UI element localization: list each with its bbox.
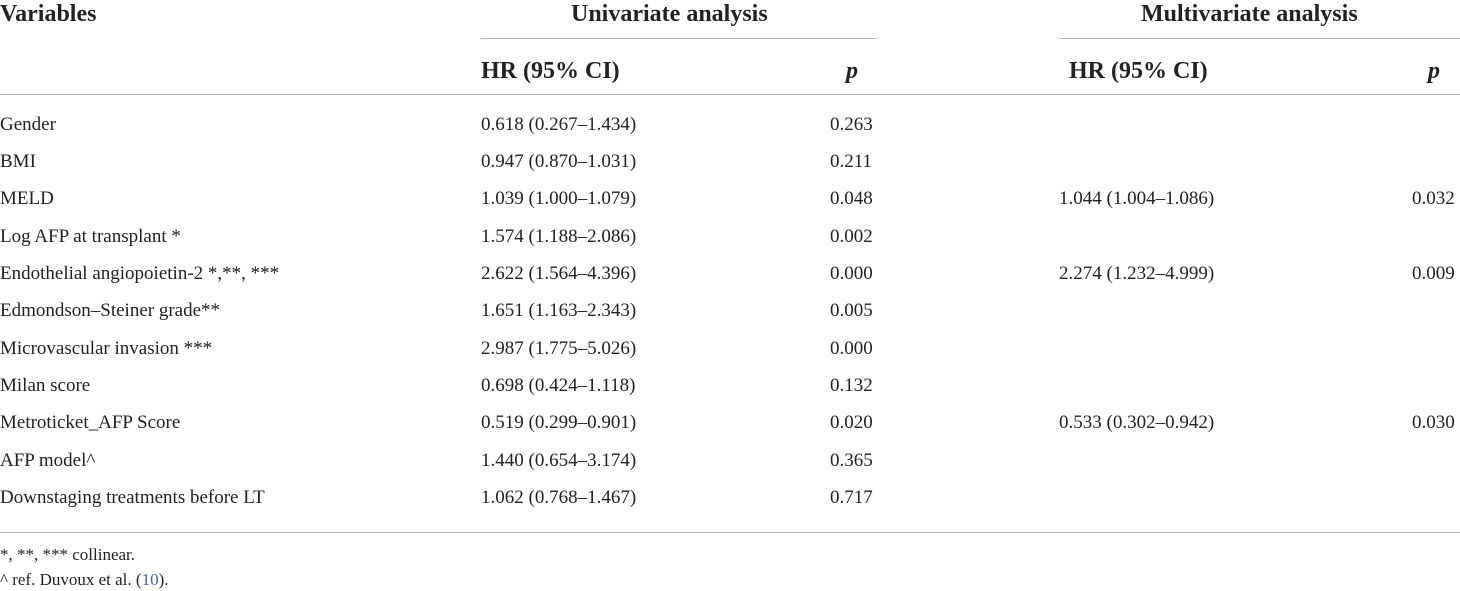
cell-variable: Metroticket_AFP Score [0,412,181,433]
univariate-group-rule [481,38,877,39]
cell-uni-p: 0.717 [830,487,873,508]
cell-uni-hr: 0.519 (0.299–0.901) [481,412,637,433]
cell-multi-p: 0.009 [1412,263,1455,284]
cell-uni-hr: 0.618 (0.267–1.434) [481,114,637,135]
cell-variable: BMI [0,151,36,172]
cell-uni-hr: 2.622 (1.564–4.396) [481,263,637,284]
header-univariate: Univariate analysis [571,1,768,27]
cell-uni-hr: 2.987 (1.775–5.026) [481,338,637,359]
reference-link[interactable]: 10 [141,570,159,589]
cell-uni-p: 0.048 [830,188,873,209]
cell-multi-p: 0.030 [1412,412,1455,433]
cell-uni-p: 0.365 [830,450,873,471]
header-multivariate: Multivariate analysis [1141,1,1358,27]
cell-variable: Milan score [0,375,91,396]
table-bottom-rule [0,532,1460,533]
cell-uni-p: 0.000 [830,338,873,359]
header-multi-p: p [1428,58,1440,84]
footnote-ref-suffix: ). [158,570,169,589]
cell-variable: Gender [0,114,56,135]
header-uni-hr: HR (95% CI) [481,58,620,84]
cell-variable: Downstaging treatments before LT [0,487,265,508]
cell-multi-hr: 1.044 (1.004–1.086) [1059,188,1215,209]
cell-multi-hr: 0.533 (0.302–0.942) [1059,412,1215,433]
cell-uni-p: 0.263 [830,114,873,135]
cell-variable: Endothelial angiopoietin-2 *,**, *** [0,263,280,284]
cell-variable: Edmondson–Steiner grade** [0,300,221,321]
cell-variable: MELD [0,188,54,209]
header-rule [0,94,1460,95]
cell-multi-p: 0.032 [1412,188,1455,209]
cell-uni-p: 0.005 [830,300,873,321]
cell-variable: AFP model^ [0,450,96,471]
cell-uni-p: 0.211 [830,151,873,172]
header-multi-hr: HR (95% CI) [1069,58,1208,84]
footnote-ref-prefix: ^ ref. Duvoux et al. ( [0,570,142,589]
cell-uni-hr: 1.574 (1.188–2.086) [481,226,637,247]
footnote-reference [0,570,169,590]
cell-uni-hr: 1.651 (1.163–2.343) [481,300,637,321]
cell-uni-p: 0.002 [830,226,873,247]
cell-uni-hr: 1.039 (1.000–1.079) [481,188,637,209]
cell-uni-hr: 1.440 (0.654–3.174) [481,450,637,471]
cell-uni-hr: 1.062 (0.768–1.467) [481,487,637,508]
cell-uni-hr: 0.698 (0.424–1.118) [481,375,636,396]
cell-uni-p: 0.132 [830,375,873,396]
cell-uni-hr: 0.947 (0.870–1.031) [481,151,637,172]
cell-variable: Log AFP at transplant * [0,226,181,247]
header-uni-p: p [846,58,858,84]
cell-uni-p: 0.000 [830,263,873,284]
cell-multi-hr: 2.274 (1.232–4.999) [1059,263,1215,284]
cell-uni-p: 0.020 [830,412,873,433]
multivariate-group-rule [1059,38,1460,39]
footnote-collinear: *, **, *** collinear. [0,545,136,564]
header-variables: Variables [0,1,97,27]
cell-variable: Microvascular invasion *** [0,338,213,359]
